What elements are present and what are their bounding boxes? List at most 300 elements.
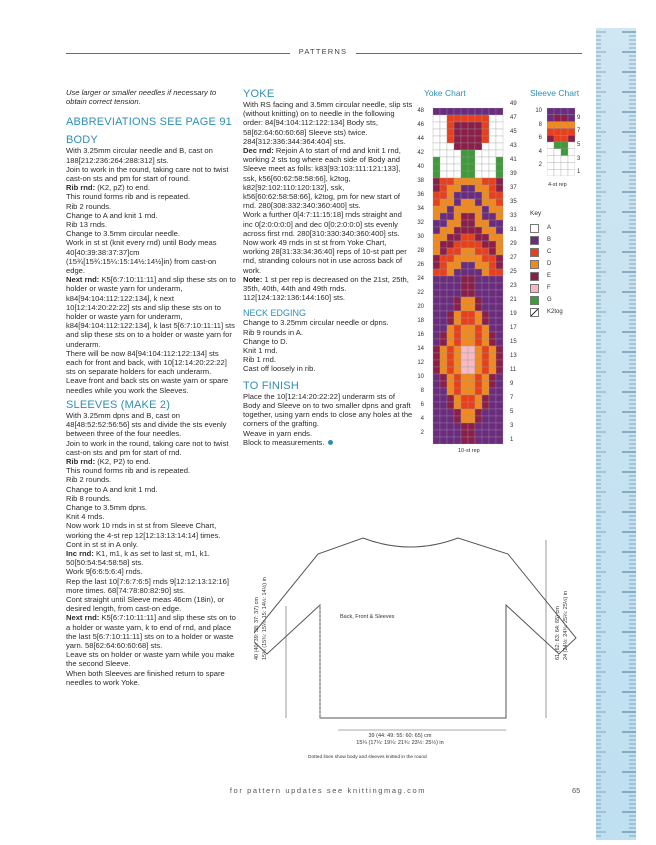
abbreviations-heading: ABBREVIATIONS SEE PAGE 91: [66, 116, 232, 129]
yoke-chart-cell: [482, 213, 489, 220]
yoke-chart-cell: [461, 346, 468, 353]
instruction-text: Work a further 0[4:7:11:15:18] rnds straight and inc 0[2:0:0:0:0] and dec 0[0:2:0:0:0] sts evenly across first rnd. 280[310:330:340:360:400] sts.: [243, 210, 402, 238]
row-number: 49: [510, 101, 517, 107]
yoke-chart-cell: [496, 353, 503, 360]
instruction-line: [66, 521, 236, 539]
yoke-chart-cell: [482, 304, 489, 311]
instruction-text: Join to work in the round, taking care not to twist cast-on sts and pm for start of rnd.: [66, 438, 229, 457]
yoke-chart-cell: [447, 227, 454, 234]
yoke-chart-cell: [447, 367, 454, 374]
section-label: PATTERNS: [298, 47, 348, 56]
sleeve-chart-cell: [568, 169, 575, 176]
yoke-chart-cell: [461, 122, 468, 129]
yoke-chart-cell: [496, 346, 503, 353]
row-number: 10: [535, 108, 542, 114]
yoke-chart-cell: [454, 395, 461, 402]
yoke-chart-cell: [468, 430, 475, 437]
instruction-line: Rib 1 rnd.: [243, 355, 276, 365]
yoke-chart-cell: [496, 129, 503, 136]
finish-heading: TO FINISH: [243, 379, 299, 392]
yoke-chart-cell: [482, 108, 489, 115]
yoke-chart-cell: [447, 150, 454, 157]
yoke-chart-cell: [454, 171, 461, 178]
yoke-chart-cell: [489, 388, 496, 395]
row-number: 4: [538, 148, 542, 155]
yoke-chart-cell: [468, 297, 475, 304]
yoke-chart-cell: [447, 360, 454, 367]
yoke-chart-cell: [454, 108, 461, 115]
yoke-chart-cell: [440, 255, 447, 262]
row-number: 31: [510, 227, 517, 233]
row-number: 28: [417, 248, 424, 254]
yoke-chart-cell: [482, 157, 489, 164]
instruction-text: Now work 10 rnds in st st from Sleeve Chart, working the 4-st rep 12[12:13:13:14:14] times.: [66, 521, 221, 540]
neck-instructions: [243, 318, 413, 373]
footer-url: for pattern updates see knittingmag.com: [229, 786, 427, 795]
yoke-instructions: [243, 100, 413, 302]
yoke-chart-cell: [454, 185, 461, 192]
yoke-chart-cell: [475, 213, 482, 220]
yoke-chart-cell: [440, 206, 447, 213]
yoke-chart-cell: [461, 157, 468, 164]
yoke-chart-cell: [496, 395, 503, 402]
row-number: 8: [420, 388, 424, 394]
yoke-chart-cell: [496, 297, 503, 304]
yoke-chart-cell: [440, 192, 447, 199]
yoke-chart-cell: [454, 262, 461, 269]
row-number: 40: [417, 164, 424, 170]
instruction-text: Join to work in the round, taking care not to twist cast-on sts and pm for start of round.: [66, 164, 229, 184]
yoke-chart-cell: [433, 262, 440, 269]
yoke-chart-cell: [461, 164, 468, 171]
yoke-chart-cell: [482, 115, 489, 122]
yoke-chart-cell: [475, 353, 482, 360]
row-number: 32: [417, 220, 424, 226]
yoke-chart-cell: [468, 227, 475, 234]
yoke-chart-cell: [496, 437, 503, 444]
yoke-chart-cell: [489, 395, 496, 402]
yoke-chart-cell: [461, 262, 468, 269]
yoke-chart-cell: [447, 395, 454, 402]
yoke-chart-cell: [489, 143, 496, 150]
yoke-chart-cell: [461, 437, 468, 444]
yoke-chart-cell: [440, 227, 447, 234]
yoke-chart-cell: [489, 304, 496, 311]
yoke-chart-cell: [461, 178, 468, 185]
instruction-line: [243, 275, 413, 303]
yoke-chart-cell: [468, 374, 475, 381]
yoke-chart-cell: [433, 346, 440, 353]
yoke-chart-cell: [482, 276, 489, 283]
instruction-text: With 3.25mm dpns and B, cast on 48[48:52:52:56:56] sts and divide the sts evenly between three of the four needles.: [66, 410, 227, 439]
yoke-chart-cell: [475, 297, 482, 304]
yoke-chart-cell: [496, 241, 503, 248]
yoke-chart-cell: [475, 150, 482, 157]
instruction-line: [243, 238, 413, 275]
yoke-chart-cell: [468, 339, 475, 346]
yoke-chart-cell: [461, 220, 468, 227]
row-number: 18: [417, 318, 424, 324]
yoke-chart-cell: [447, 318, 454, 325]
instruction-text: This round forms rib and is repeated.: [66, 466, 191, 476]
yoke-chart-cell: [482, 430, 489, 437]
schematic-note: Dotted lines show body and sleeves knitted in the round: [308, 755, 427, 760]
row-number: 25: [510, 269, 517, 275]
yoke-chart-cell: [454, 276, 461, 283]
yoke-chart-cell: [440, 402, 447, 409]
yoke-chart-cell: [475, 402, 482, 409]
yoke-left-row-numbers: [414, 108, 428, 444]
yoke-chart-cell: [496, 262, 503, 269]
row-number: 8: [538, 121, 542, 128]
total-length-2: 24 (24½: 24¾: 25¼: 25½) in: [563, 590, 569, 660]
yoke-chart-cell: [447, 297, 454, 304]
yoke-chart-cell: [461, 430, 468, 437]
yoke-chart-cell: [461, 199, 468, 206]
yoke-chart-cell: [447, 416, 454, 423]
row-number: 47: [510, 115, 517, 121]
yoke-chart-cell: [461, 136, 468, 143]
row-number: 10: [417, 374, 424, 380]
yoke-chart-cell: [482, 234, 489, 241]
yoke-chart-cell: [461, 171, 468, 178]
key-item: [530, 234, 590, 246]
instruction-line: [66, 485, 236, 494]
yoke-chart-cell: [433, 409, 440, 416]
body-heading: BODY: [66, 134, 98, 147]
row-number: 33: [510, 213, 517, 219]
yoke-chart-cell: [475, 255, 482, 262]
yoke-chart-cell: [433, 325, 440, 332]
sleeve-chart-cell: [568, 128, 575, 135]
row-number: 17: [510, 325, 517, 331]
key-swatch: [530, 224, 539, 233]
sleeve-chart-cell: [554, 149, 561, 156]
sleeve-left-row-numbers: [532, 108, 544, 176]
row-number: 9: [510, 381, 514, 387]
yoke-chart-cell: [461, 325, 468, 332]
yoke-chart-cell: [468, 192, 475, 199]
yoke-chart-cell: [461, 297, 468, 304]
sleeve-chart-cell: [568, 149, 575, 156]
yoke-chart-cell: [468, 304, 475, 311]
yoke-chart-cell: [440, 157, 447, 164]
instruction-line: [66, 229, 236, 238]
instruction-line: [66, 183, 236, 192]
yoke-chart-cell: [440, 346, 447, 353]
yoke-chart-cell: [475, 178, 482, 185]
yoke-chart-cell: [433, 199, 440, 206]
row-number: 48: [417, 108, 424, 114]
yoke-chart-cell: [475, 192, 482, 199]
yoke-chart-cell: [433, 122, 440, 129]
row-number: 12: [417, 360, 424, 366]
yoke-chart-cell: [489, 234, 496, 241]
instruction-lead: Inc rnd:: [66, 548, 94, 558]
yoke-chart-cell: [454, 220, 461, 227]
yoke-chart-cell: [447, 192, 454, 199]
yoke-chart-cell: [454, 409, 461, 416]
instruction-text: Leave front and back sts on waste yarn or spare needles while you work the Sleeves.: [66, 376, 229, 395]
yoke-chart-cell: [433, 213, 440, 220]
yoke-chart-cell: [482, 227, 489, 234]
instruction-text: With RS facing and 3.5mm circular needle, slip sts (without knitting) on to needle in the following order: 84[94:104:112:122:134] Body sts, 58[62:64:60:60:68] Sleeve sts) twice. 284[312:336:344:364:404] sts.: [243, 100, 413, 146]
row-number: 16: [417, 332, 424, 338]
yoke-chart-cell: [447, 234, 454, 241]
row-number: 7: [577, 128, 581, 135]
yoke-chart-cell: [496, 416, 503, 423]
sleeve-chart-cell: [554, 142, 561, 149]
yoke-chart-cell: [489, 164, 496, 171]
instruction-line: [66, 349, 236, 377]
yoke-chart-cell: [468, 122, 475, 129]
instruction-line: [66, 238, 236, 275]
yoke-chart-cell: [454, 290, 461, 297]
yoke-chart-cell: [475, 430, 482, 437]
sleeves-heading: SLEEVES (MAKE 2): [66, 398, 171, 411]
sleeve-chart-cell: [547, 169, 554, 176]
yoke-chart-cell: [489, 360, 496, 367]
yoke-chart-cell: [447, 248, 454, 255]
yoke-chart-cell: [433, 339, 440, 346]
yoke-chart-cell: [468, 402, 475, 409]
instruction-line: [243, 100, 413, 146]
column-2: [243, 88, 413, 447]
yoke-chart-cell: [475, 388, 482, 395]
yoke-chart-cell: [496, 332, 503, 339]
instruction-text: Rib 8 rounds.: [66, 493, 112, 503]
yoke-chart-cell: [433, 248, 440, 255]
yoke-chart-cell: [468, 248, 475, 255]
yoke-chart-cell: [468, 234, 475, 241]
instruction-line: [66, 577, 236, 595]
sleeve-chart-cell: [554, 135, 561, 142]
yoke-chart-cell: [433, 318, 440, 325]
instruction-line: [66, 376, 236, 394]
yoke-chart-cell: [440, 437, 447, 444]
yoke-chart-cell: [482, 402, 489, 409]
key-item: [530, 258, 590, 270]
yoke-chart-cell: [447, 353, 454, 360]
sleeve-chart-cell: [554, 122, 561, 129]
row-number: 7: [510, 395, 514, 401]
yoke-chart-cell: [433, 332, 440, 339]
yoke-chart-cell: [475, 199, 482, 206]
yoke-chart-cell: [468, 388, 475, 395]
yoke-chart-cell: [496, 108, 503, 115]
yoke-chart-title: Yoke Chart: [424, 88, 466, 98]
yoke-chart-cell: [489, 157, 496, 164]
yoke-chart-cell: [454, 234, 461, 241]
instruction-text: Cont in st st in A only.: [66, 539, 139, 549]
sleeve-chart-cell: [561, 128, 568, 135]
row-number: 37: [510, 185, 517, 191]
yoke-chart-cell: [447, 122, 454, 129]
yoke-chart-cell: [468, 332, 475, 339]
yoke-chart-cell: [454, 318, 461, 325]
yoke-chart-cell: [454, 416, 461, 423]
yoke-chart-cell: [489, 241, 496, 248]
yoke-chart-cell: [482, 199, 489, 206]
yoke-chart-cell: [496, 325, 503, 332]
yoke-chart-cell: [454, 388, 461, 395]
yoke-chart-cell: [440, 199, 447, 206]
yoke-chart-cell: [433, 115, 440, 122]
row-number: 22: [417, 290, 424, 296]
row-number: 2: [420, 430, 424, 436]
yoke-chart-cell: [489, 178, 496, 185]
row-number: 45: [510, 129, 517, 135]
yoke-chart-cell: [454, 437, 461, 444]
yoke-chart-cell: [447, 255, 454, 262]
yoke-chart-cell: [433, 157, 440, 164]
sleeve-chart: [547, 108, 575, 176]
yoke-chart-cell: [454, 199, 461, 206]
instruction-text: Rib 2 rounds.: [66, 201, 112, 211]
instruction-text: Rib 2 rounds.: [66, 475, 112, 485]
yoke-chart-cell: [461, 185, 468, 192]
yoke-chart-cell: [454, 269, 461, 276]
row-number: 39: [510, 171, 517, 177]
yoke-chart-cell: [468, 346, 475, 353]
yoke-chart-cell: [468, 290, 475, 297]
yoke-chart-cell: [440, 269, 447, 276]
instruction-line: [66, 669, 236, 687]
yoke-chart-cell: [489, 199, 496, 206]
yoke-chart-cell: [489, 346, 496, 353]
yoke-chart-cell: [447, 409, 454, 416]
yoke-chart-cell: [440, 332, 447, 339]
sleeve-chart-cell: [554, 115, 561, 122]
yoke-chart-cell: [468, 318, 475, 325]
yoke-chart-cell: [482, 318, 489, 325]
yoke-chart-cell: [482, 381, 489, 388]
yoke-chart-cell: [475, 290, 482, 297]
key-item: [530, 246, 590, 258]
row-number: 9: [577, 114, 581, 121]
width-measure-2: 15¼ (17¼: 19¼: 21¾: 23½: 25½) in: [356, 740, 444, 746]
intro-text: Use larger or smaller needles if necessary to obtain correct tension.: [66, 88, 217, 107]
yoke-chart-cell: [482, 353, 489, 360]
yoke-chart-cell: [447, 325, 454, 332]
yoke-chart-cell: [440, 241, 447, 248]
yoke-chart-cell: [440, 122, 447, 129]
yoke-chart-cell: [496, 122, 503, 129]
row-number: 35: [510, 199, 517, 205]
yoke-chart-cell: [468, 423, 475, 430]
key-swatch: [530, 260, 539, 269]
instruction-line: [66, 411, 236, 439]
yoke-chart-cell: [461, 388, 468, 395]
yoke-chart-cell: [482, 122, 489, 129]
yoke-chart-cell: [461, 290, 468, 297]
yoke-chart-cell: [489, 402, 496, 409]
key-label: K2tog: [547, 309, 563, 315]
yoke-chart-cell: [447, 220, 454, 227]
header-rule-right: [356, 53, 582, 54]
instruction-text: This round forms rib and is repeated.: [66, 192, 191, 202]
yoke-chart-cell: [447, 311, 454, 318]
instruction-line: [66, 613, 236, 650]
row-number: 19: [510, 311, 517, 317]
yoke-chart-cell: [440, 416, 447, 423]
sleeve-chart-cell: [547, 128, 554, 135]
sleeve-chart-cell: [554, 162, 561, 169]
yoke-chart-cell: [440, 178, 447, 185]
yoke-chart-cell: [475, 143, 482, 150]
yoke-chart-cell: [468, 213, 475, 220]
yoke-chart-cell: [461, 206, 468, 213]
instruction-text: K1, m1, k as set to last st, m1, k1. 50[50:54:54:58:58] sts.: [66, 548, 210, 568]
row-number: 27: [510, 255, 517, 261]
yoke-chart-cell: [433, 283, 440, 290]
key-label: F: [547, 285, 551, 291]
sleeve-chart-title: Sleeve Chart: [530, 88, 580, 98]
yoke-chart-cell: [461, 129, 468, 136]
yoke-chart-cell: [468, 395, 475, 402]
instruction-line: [66, 475, 236, 484]
instruction-line: [66, 146, 236, 164]
yoke-chart-cell: [461, 360, 468, 367]
yoke-chart-cell: [496, 171, 503, 178]
yoke-chart-cell: [447, 332, 454, 339]
sleeve-right-row-numbers: [577, 108, 589, 176]
yoke-chart-cell: [468, 108, 475, 115]
yoke-chart-cell: [468, 136, 475, 143]
yoke-chart-cell: [475, 129, 482, 136]
instruction-text: Rep the last 10[7:6:7:6:5] rnds 9[12:12:13:12:16] more times. 68[74:78:80:82:90] sts.: [66, 576, 229, 595]
sleeve-chart-cell: [561, 162, 568, 169]
yoke-chart-cell: [475, 248, 482, 255]
yoke-chart-cell: [454, 297, 461, 304]
instruction-line: Place the 10[12:14:20:22:22] underarm sts of Body and Sleeve on to two smaller dpns and graft together, using yarn ends to close any holes at the corners of the grafting.: [243, 391, 413, 429]
yoke-chart-cell: [475, 185, 482, 192]
sleeve-chart-cell: [568, 108, 575, 115]
yoke-chart-cell: [482, 367, 489, 374]
yoke-chart-cell: [496, 304, 503, 311]
yoke-chart-cell: [475, 276, 482, 283]
key-list: [530, 222, 590, 318]
yoke-chart-cell: [433, 430, 440, 437]
yoke-chart-cell: [440, 409, 447, 416]
yoke-chart-cell: [482, 283, 489, 290]
instruction-line: [66, 457, 236, 466]
sleeve-chart-cell: [547, 142, 554, 149]
yoke-chart-cell: [440, 115, 447, 122]
body-length-2: 15¾ (15¾: 15¼: 15: 14½: 14½) in: [262, 577, 268, 660]
yoke-chart-cell: [482, 164, 489, 171]
yoke-chart-cell: [433, 276, 440, 283]
yoke-chart-cell: [475, 164, 482, 171]
yoke-chart-cell: [468, 437, 475, 444]
instruction-line: Knit 1 rnd.: [243, 346, 278, 356]
yoke-chart-cell: [482, 332, 489, 339]
yoke-chart-cell: [433, 381, 440, 388]
yoke-chart-cell: [447, 290, 454, 297]
instruction-line: [66, 595, 236, 613]
yoke-chart-cell: [461, 416, 468, 423]
yoke-chart-cell: [447, 269, 454, 276]
yoke-chart-cell: [468, 416, 475, 423]
yoke-chart-cell: [496, 206, 503, 213]
row-number: 13: [510, 353, 517, 359]
yoke-chart-cell: [461, 423, 468, 430]
key-label: D: [547, 261, 552, 267]
instruction-line: [66, 220, 236, 229]
yoke-chart-cell: [433, 290, 440, 297]
yoke-chart-cell: [447, 304, 454, 311]
yoke-chart-cell: [433, 185, 440, 192]
